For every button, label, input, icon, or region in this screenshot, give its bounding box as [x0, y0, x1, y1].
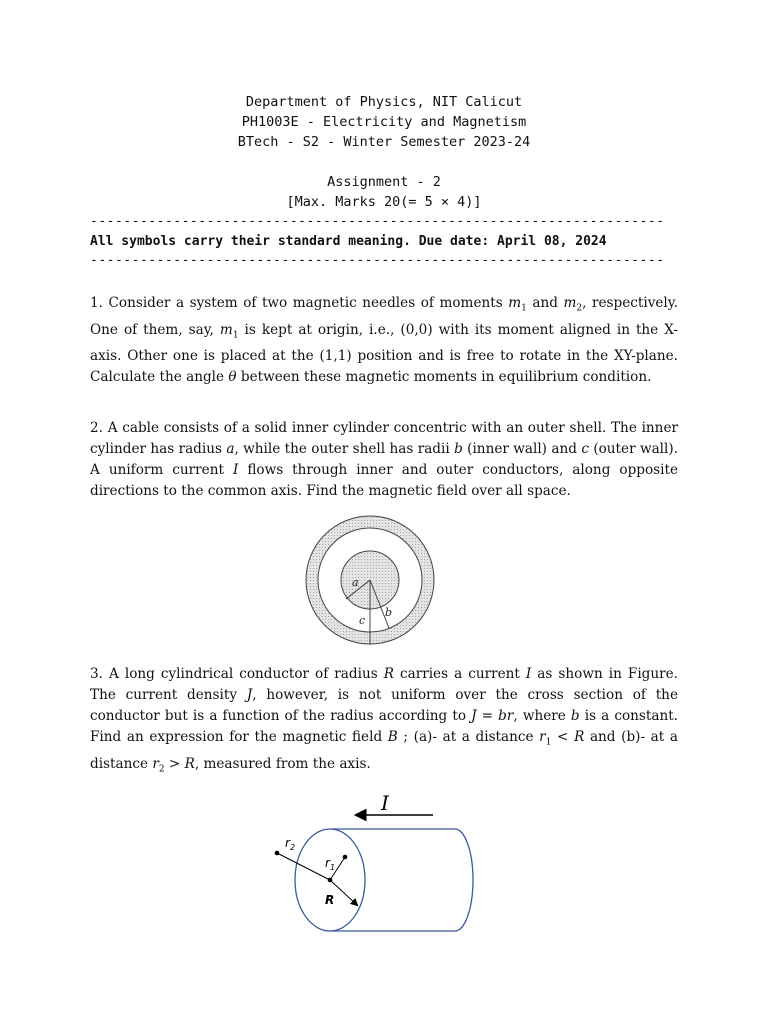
- q3-symbol-r2: r: [152, 755, 159, 772]
- q1-sub-2: 2: [576, 303, 583, 314]
- q3-text-3: as shown in Figure. The current density: [90, 666, 678, 703]
- q2-symbol-I: I: [232, 462, 239, 478]
- q1-text-2: and: [526, 295, 564, 311]
- q1-symbol-m1b: m: [219, 321, 233, 338]
- divider-bottom: ---------------------------------------------------------------------: [90, 253, 665, 268]
- q3-text-8: and (b)- at a distance: [90, 729, 678, 772]
- divider-top: ---------------------------------------------------------------------: [90, 214, 665, 229]
- q1-symbol-theta: θ: [228, 369, 237, 386]
- q3-greater-than-R: > R: [164, 755, 195, 772]
- document-header: [0, 92, 768, 212]
- q3-symbol-B: B: [387, 729, 398, 745]
- q3-symbol-b: b: [570, 708, 580, 724]
- q3-text-4: , however, is not uniform over the cross section of the conductor but is a function of the radius according to: [90, 687, 678, 724]
- q2-text-4: (outer wall). A uniform current: [90, 441, 679, 478]
- q3-text-5: , where: [513, 708, 571, 724]
- label-R: R: [325, 893, 335, 907]
- q3-symbol-R: R: [383, 666, 394, 682]
- q1-text-4: is kept at origin, i.e., (0,0) with its moment aligned in the X-axis. Other one is placed at the (1,1) position and is free to rotate in the XY-plane. Calculate the angle: [90, 321, 678, 386]
- q3-symbol-r1: r: [539, 729, 546, 745]
- coaxial-cable-figure: [300, 510, 440, 650]
- question-1: [90, 293, 678, 388]
- q1-text-5: between these magnetic moments in equilibrium condition.: [236, 369, 652, 386]
- q1-sub-3: 1: [232, 330, 239, 341]
- q3-symbol-J: J: [246, 687, 253, 703]
- q2-text-3: (inner wall) and: [462, 441, 582, 457]
- question-3: [90, 664, 678, 780]
- q2-symbol-c: c: [581, 441, 589, 457]
- label-r2: $r_2$: [285, 836, 296, 852]
- label-r1: $r_1$: [325, 856, 336, 872]
- q3-symbol-I: I: [525, 666, 532, 682]
- semester-line: BTech - S2 - Winter Semester 2023-24: [237, 134, 531, 150]
- course-line: PH1003E - Electricity and Magnetism: [241, 114, 527, 130]
- label-a: a: [352, 576, 359, 589]
- q1-symbol-m1: m: [508, 295, 522, 311]
- label-b: b: [385, 606, 393, 619]
- label-current-I: I: [381, 791, 389, 815]
- q3-sub-r1: 1: [545, 737, 552, 748]
- department-line: Department of Physics, NIT Calicut: [245, 94, 523, 110]
- q1-sub-1: 1: [521, 303, 527, 314]
- assignment-title: Assignment - 2: [327, 174, 441, 190]
- r2-point: [275, 851, 280, 856]
- r1-point: [343, 855, 348, 860]
- q1-symbol-m2: m: [563, 295, 577, 311]
- label-c: c: [359, 614, 366, 627]
- q3-equation: J = br: [471, 708, 514, 724]
- q3-less-than-R: < R: [551, 729, 585, 745]
- q3-sub-r2: 2: [158, 764, 165, 775]
- q2-text-2: , while the outer shell has radii: [234, 441, 455, 457]
- q3-text-7: ; (a)- at a distance: [397, 729, 540, 745]
- q1-text-3: , respectively. One of them, say,: [90, 295, 678, 338]
- max-marks: [Max. Marks 20(= 5 × 4)]: [286, 194, 482, 210]
- instructions-note: All symbols carry their standard meaning. Due date: April 08, 2024: [90, 234, 607, 249]
- q3-text-6: is a constant. Find an expression for the magnetic field: [90, 708, 678, 745]
- cylindrical-conductor-figure: [235, 790, 525, 960]
- q1-text-1: 1. Consider a system of two magnetic needles of moments: [90, 295, 509, 311]
- q2-symbol-b: b: [454, 441, 463, 457]
- q3-text-1: 3. A long cylindrical conductor of radius: [90, 666, 384, 682]
- q2-text-1: 2. A cable consists of a solid inner cylinder concentric with an outer shell. The inner cylinder has radius: [90, 420, 678, 457]
- q3-text-9: , measured from the axis.: [194, 755, 371, 772]
- question-2: [90, 418, 678, 502]
- q3-text-2: carries a current: [393, 666, 526, 682]
- q2-symbol-a: a: [226, 441, 235, 457]
- q2-text-5: flows through inner and outer conductors, along opposite directions to the common axis. Find the magnetic field over all space.: [90, 462, 679, 499]
